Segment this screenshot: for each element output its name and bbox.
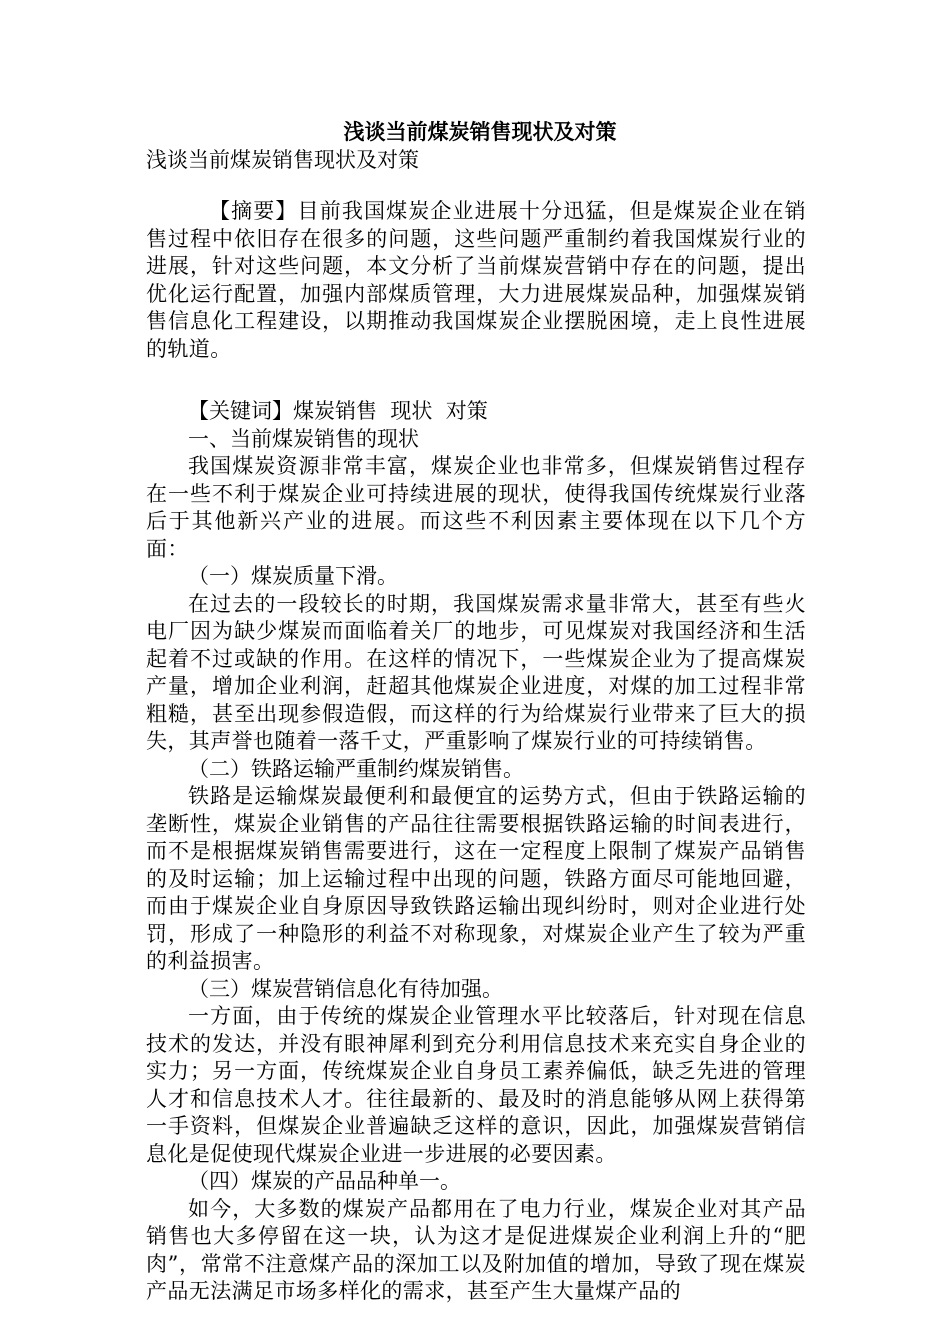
subsection-3-text: 一方面，由于传统的煤炭企业管理水平比较落后，针对现在信息技术的发达，并没有眼神犀利到充分利用信息技术来充实自身企业的实力；另一方面，传统煤炭企业自身员工素养偏低，缺乏先进的管理人才和信息技术人才。往往最新的、最及时的消息能够从网上获得第一手资料，但煤炭企业普遍缺乏这样的意识，因此，加强煤炭营销信息化是促使现代煤炭企业进一步进展的必要因素。 <box>146 1004 806 1166</box>
section-1-intro: 我国煤炭资源非常丰富，煤炭企业也非常多，但煤炭销售过程存在一些不利于煤炭企业可持续进展的现状，使得我国传统煤炭行业落后于其他新兴产业的进展。而这些不利因素主要体现在以下几个方面： <box>146 454 806 561</box>
subsection-1-heading: （一）煤炭质量下滑。 <box>188 564 398 588</box>
subsection-4-heading: （四）煤炭的产品品种单一。 <box>188 1169 461 1193</box>
subsection-4-text: 如今，大多数的煤炭产品都用在了电力行业，煤炭企业对其产品销售也大多停留在这一块，认为这才是促进煤炭企业利润上升的“肥肉”，常常不注意煤产品的深加工以及附加值的增加，导致了现在煤炭产品无法满足市场多样化的需求，甚至产生大量煤产品的 <box>146 1196 806 1303</box>
section-1-heading: 一、当前煤炭销售的现状 <box>188 426 419 451</box>
keywords-line: 【关键词】煤炭销售 现状 对策 <box>188 399 488 423</box>
document-subtitle: 浅谈当前煤炭销售现状及对策 <box>146 148 419 172</box>
subsection-2-text: 铁路是运输煤炭最便利和最便宜的运势方式，但由于铁路运输的垄断性，煤炭企业销售的产品往往需要根据铁路运输的时间表进行，而不是根据煤炭销售需要进行，这在一定程度上限制了煤炭产品销售的及时运输；加上运输过程中出现的问题，铁路方面尽可能地回避，而由于煤炭企业自身原因导致铁路运输出现纠纷时，则对企业进行处罚，形成了一种隐形的利益不对称现象，对煤炭企业产生了较为严重的利益损害。 <box>146 784 806 973</box>
document-title: 浅谈当前煤炭销售现状及对策 <box>343 119 617 144</box>
subsection-2-heading: （二）铁路运输严重制约煤炭销售。 <box>188 756 524 781</box>
abstract-paragraph: 【摘要】目前我国煤炭企业进展十分迅猛，但是煤炭企业在销售过程中依旧存在很多的问题，这些问题严重制约着我国煤炭行业的进展，针对这些问题，本文分析了当前煤炭营销中存在的问题，提出优化运行配置，加强内部煤质管理，大力进展煤炭品种，加强煤炭销售信息化工程建设，以期推动我国煤炭企业摆脱困境，走上良性进展的轨道。 <box>146 199 806 361</box>
document-page <box>146 118 806 1306</box>
subsection-3-heading: （三）煤炭营销信息化有待加强。 <box>188 976 503 1001</box>
subsection-1-text: 在过去的一段较长的时期，我国煤炭需求量非常大，甚至有些火电厂因为缺少煤炭而面临着关厂的地步，可见煤炭对我国经济和生活起着不过或缺的作用。在这样的情况下，一些煤炭企业为了提高煤炭产量，增加企业利润，赶超其他煤炭企业进度，对煤的加工过程非常粗糙，甚至出现参假造假，而这样的行为给煤炭行业带来了巨大的损失，其声誉也随着一落千丈，严重影响了煤炭行业的可持续销售。 <box>146 591 806 753</box>
